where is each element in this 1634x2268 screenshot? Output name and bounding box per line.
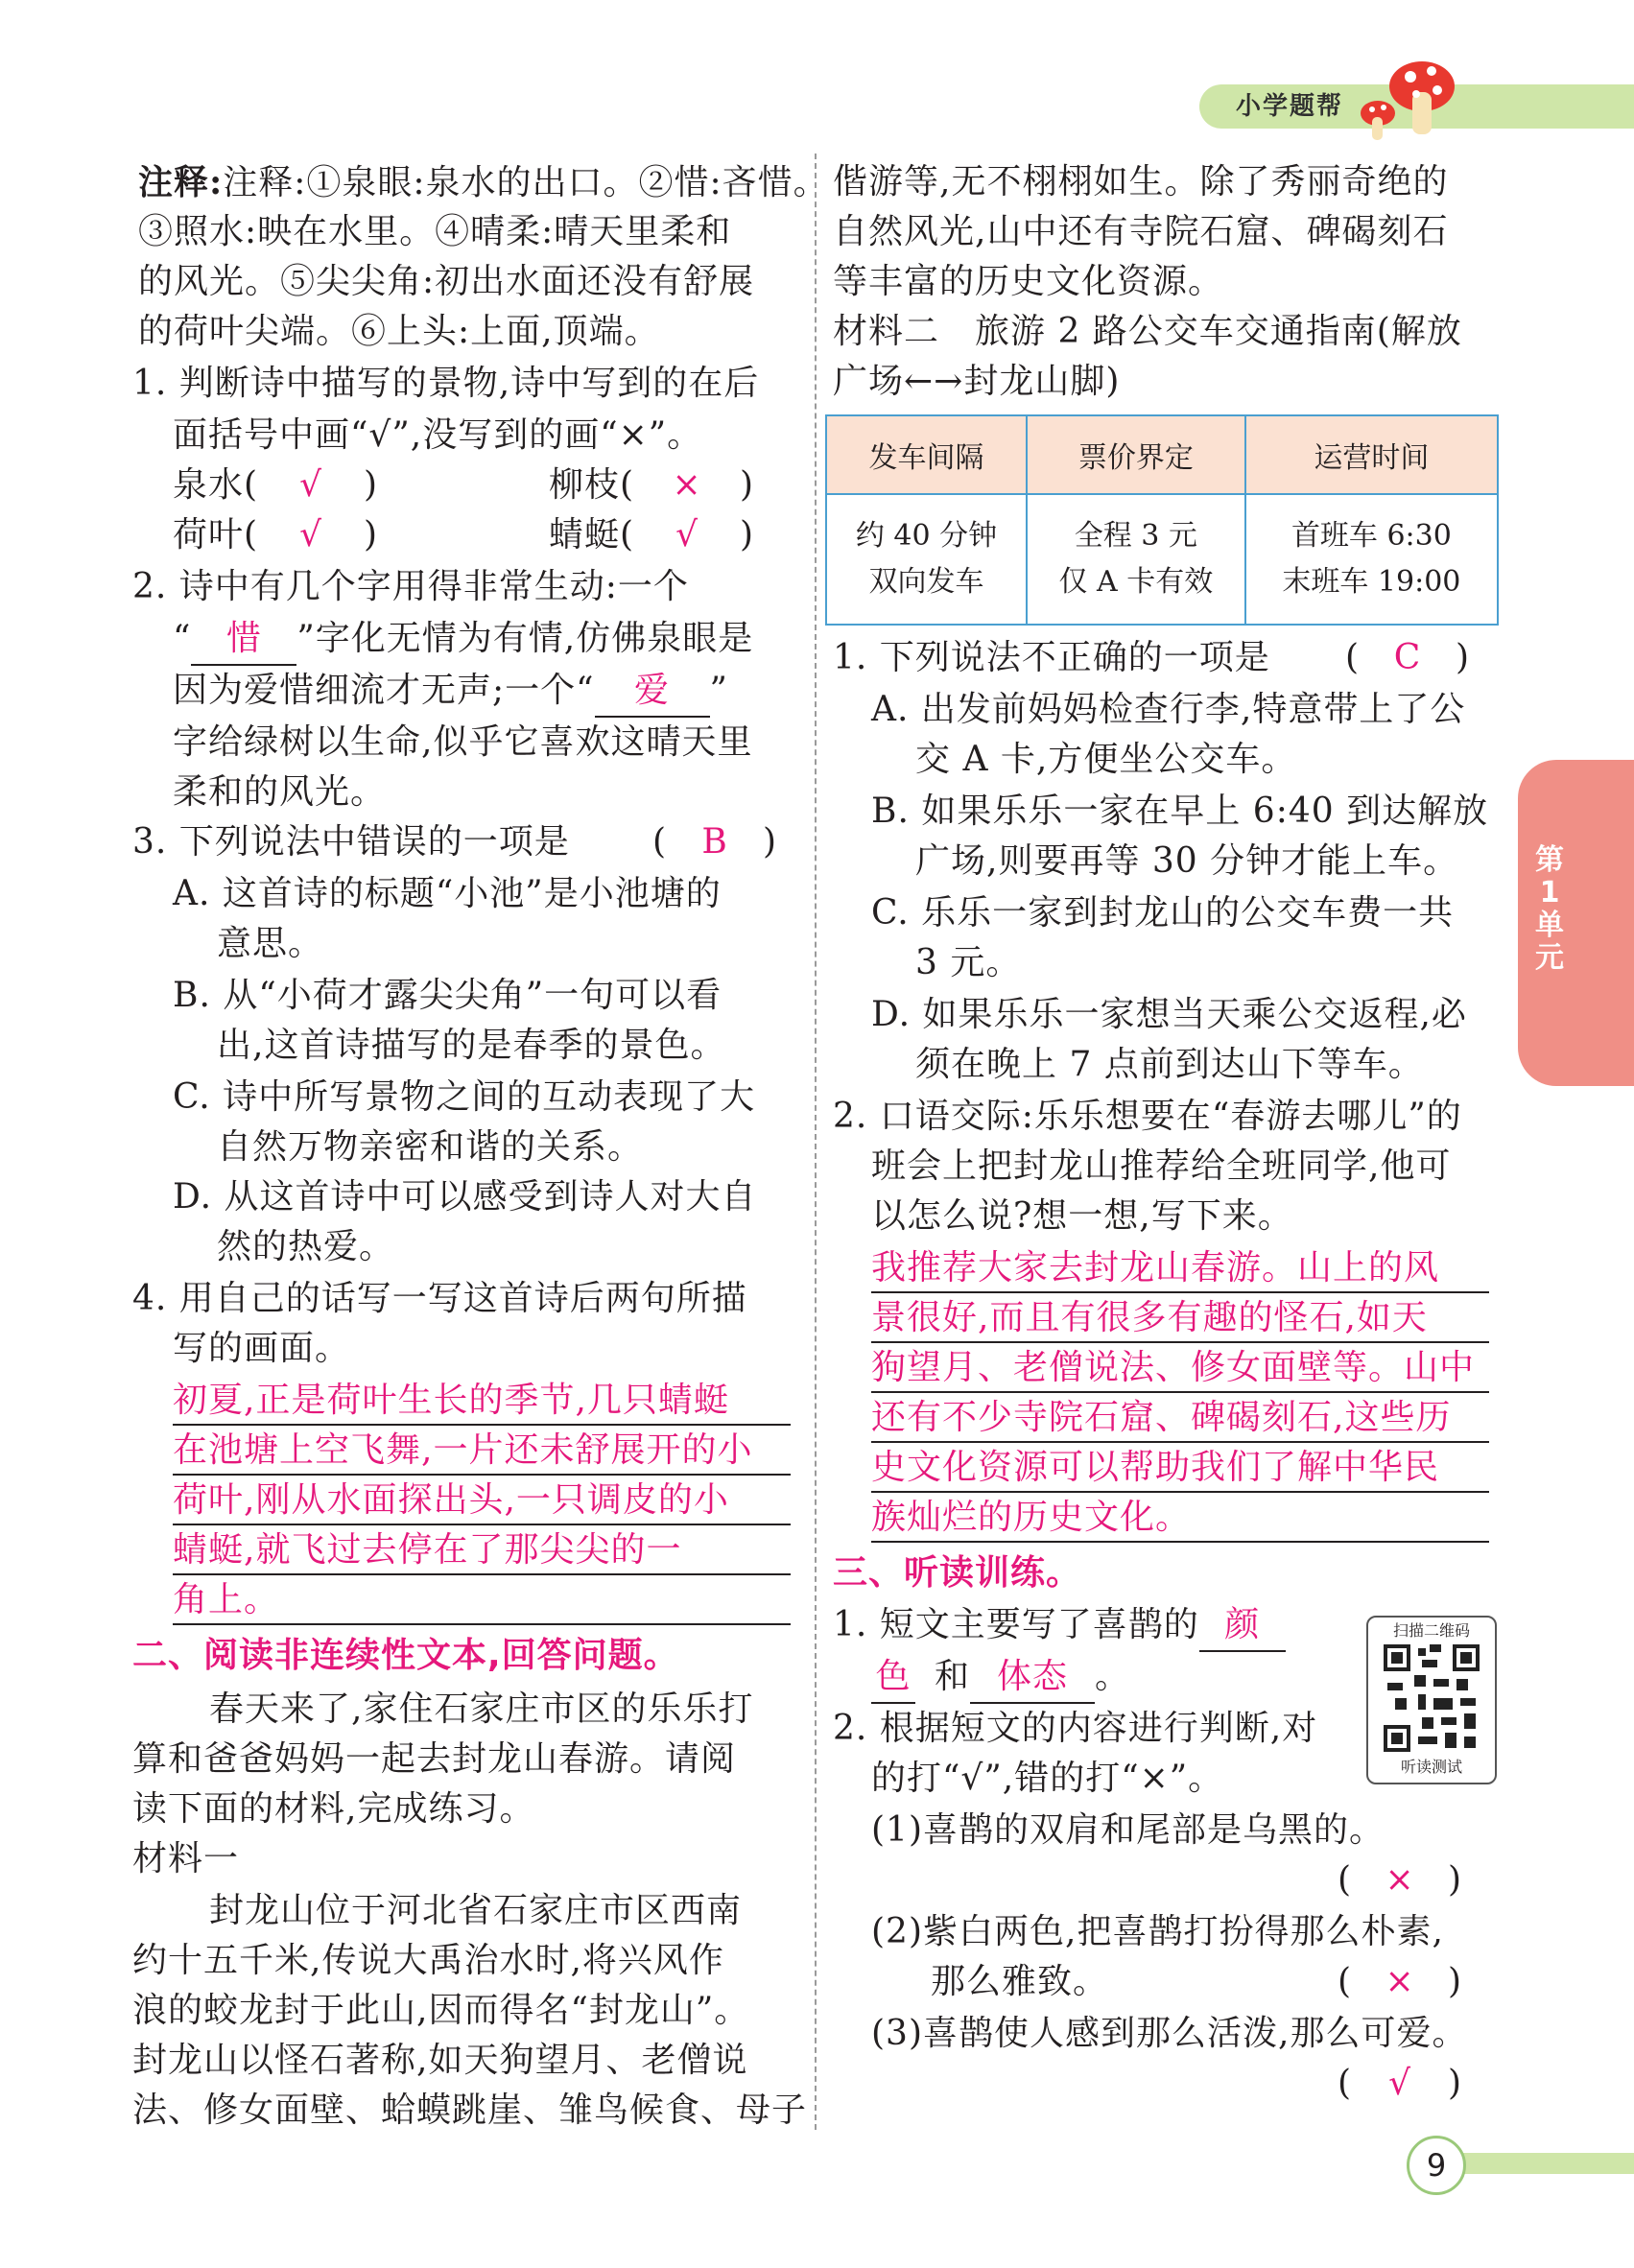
q2-line: 柔和的风光。 bbox=[173, 772, 387, 812]
r-q2-answer-line: 史文化资源可以帮助我们了解中华民 bbox=[871, 1448, 1440, 1487]
note-text: 注释:①泉眼:泉水的出口。②惜:吝惜。 bbox=[223, 163, 829, 202]
answer-rule bbox=[871, 1541, 1489, 1543]
r-q1-answer-bracket: ( C ) bbox=[1345, 633, 1470, 683]
qr-top-label: 扫描二维码 bbox=[1392, 1621, 1470, 1640]
mushroom-icon bbox=[1343, 50, 1468, 146]
material-1-line: 封龙山位于河北省石家庄市区西南 bbox=[209, 1891, 743, 1930]
r-q1-option: 须在晚上 7 点前到达山下等车。 bbox=[915, 1045, 1424, 1084]
s3-q2-answer-bracket: ( × ) bbox=[1338, 1957, 1462, 2007]
table-header-row bbox=[826, 415, 1498, 494]
s3-q2-item: (1)喜鹊的双肩和尾部是乌黑的。 bbox=[871, 1810, 1385, 1850]
q1-item-label: 荷叶( bbox=[173, 515, 259, 555]
q1-answer: √ bbox=[299, 465, 323, 505]
q1-item bbox=[549, 510, 754, 560]
table-cell-line: 约 40 分钟 bbox=[855, 519, 998, 553]
q4-answer-line: 初夏,正是荷叶生长的季节,几只蜻蜓 bbox=[173, 1381, 729, 1420]
footer-band bbox=[1462, 2153, 1634, 2174]
r-q2-answer-line: 还有不少寺院石窟、碑碣刻石,这些历 bbox=[871, 1398, 1452, 1437]
s3-q1-blank-2: 体态 bbox=[970, 1652, 1095, 1704]
q1-answer: √ bbox=[299, 515, 323, 555]
q1-item-label: 柳枝( bbox=[549, 465, 635, 505]
q1-item-label: 泉水( bbox=[173, 465, 259, 505]
table-cell bbox=[826, 494, 1027, 625]
q2-line: 2. 诗中有几个字用得非常生动:一个 bbox=[132, 567, 689, 606]
s3-q1-line bbox=[833, 1600, 1286, 1652]
r-q2-answer-line: 我推荐大家去封龙山春游。山上的风 bbox=[871, 1248, 1440, 1288]
material-1-line: 封龙山以怪石著称,如天狗望月、老僧说 bbox=[132, 2041, 748, 2080]
material-2-line: 材料二 旅游 2 路公交车交通指南(解放 bbox=[833, 312, 1462, 351]
s3-q2-answer: × bbox=[1385, 1860, 1415, 1900]
bus-guide-table bbox=[825, 414, 1499, 626]
q2-text: ” bbox=[709, 671, 728, 710]
q1-item bbox=[173, 461, 378, 510]
note-line: 的荷叶尖端。⑥上头:上面,顶端。 bbox=[138, 312, 660, 351]
s3-q2-item: (3)喜鹊使人感到那么活泼,那么可爱。 bbox=[871, 2014, 1468, 2053]
q2-text: 因为爱惜细流才无声;一个“ bbox=[173, 671, 595, 710]
r-q1-option: 交 A 卡,方便坐公交车。 bbox=[915, 740, 1297, 779]
q1-stem: 1. 判断诗中描写的景物,诗中写到的在后 bbox=[132, 364, 760, 403]
q3-option: 出,这首诗描写的是春季的景色。 bbox=[217, 1026, 726, 1065]
material-1-line: 偕游等,无不栩栩如生。除了秀丽奇绝的 bbox=[833, 162, 1449, 201]
note-line: ③照水:映在水里。④晴柔:晴天里柔和 bbox=[138, 212, 732, 251]
section-2-intro: 春天来了,家住石家庄市区的乐乐打 bbox=[209, 1689, 754, 1729]
r-q2-answer-line: 族灿烂的历史文化。 bbox=[871, 1498, 1192, 1537]
material-1-label: 材料一 bbox=[132, 1839, 240, 1878]
q1-item-close: ) bbox=[740, 515, 755, 555]
header-title: 小学题帮 bbox=[1236, 92, 1344, 121]
q1-item-close: ) bbox=[364, 465, 379, 505]
r-q1-answer: C bbox=[1393, 638, 1422, 677]
table-cell-line: 双向发车 bbox=[868, 565, 984, 599]
material-1-line: 约十五千米,传说大禹治水时,将兴风作 bbox=[132, 1941, 724, 1980]
q3-stem: 3. 下列说法中错误的一项是 bbox=[132, 822, 570, 862]
q2-text: “ bbox=[173, 619, 192, 658]
table-cell-line: 首班车 6:30 bbox=[1291, 519, 1452, 553]
section-2-intro: 读下面的材料,完成练习。 bbox=[132, 1789, 535, 1829]
table-cell-line: 仅 A 卡有效 bbox=[1058, 565, 1214, 599]
s3-q1-blank-1a: 颜 bbox=[1199, 1600, 1286, 1652]
q4-stem: 写的画面。 bbox=[173, 1329, 351, 1368]
r-q1-option: C. 乐乐一家到封龙山的公交车费一共 bbox=[871, 893, 1455, 933]
section-3-title: 三、听读训练。 bbox=[833, 1553, 1082, 1593]
q2-line: 字给绿树以生命,似乎它喜欢这晴天里 bbox=[173, 722, 753, 762]
q3-option: C. 诗中所写景物之间的互动表现了大 bbox=[173, 1077, 756, 1117]
table-cell-line: 末班车 19:00 bbox=[1282, 565, 1461, 599]
table-header-cell: 发车间隔 bbox=[826, 415, 1027, 494]
q2-blank-2: 爱 bbox=[595, 666, 710, 718]
q3-option: A. 这首诗的标题“小池”是小池塘的 bbox=[173, 874, 722, 913]
s3-q2-answer: × bbox=[1385, 1962, 1415, 2001]
q1-answer: √ bbox=[675, 515, 699, 555]
material-1-line: 等丰富的历史文化资源。 bbox=[833, 262, 1224, 301]
q4-answer-line: 蜻蜓,就飞过去停在了那尖尖的一 bbox=[173, 1530, 682, 1570]
s3-q2-stem: 的打“√”,错的打“×”。 bbox=[871, 1759, 1224, 1798]
q1-stem: 面括号中画“√”,没写到的画“×”。 bbox=[173, 415, 703, 455]
q1-item bbox=[173, 510, 378, 560]
s3-q2-answer-bracket: ( √ ) bbox=[1338, 2059, 1462, 2109]
page-number: 9 bbox=[1407, 2136, 1466, 2195]
q4-answer-line: 在池塘上空飞舞,一片还未舒展开的小 bbox=[173, 1430, 753, 1470]
q1-answer: × bbox=[672, 465, 702, 505]
q2-blank-1: 惜 bbox=[191, 614, 296, 666]
r-q2-stem: 2. 口语交际:乐乐想要在“春游去哪儿”的 bbox=[833, 1097, 1462, 1136]
q1-item-close: ) bbox=[740, 465, 755, 505]
table-header-cell: 运营时间 bbox=[1245, 415, 1498, 494]
column-divider bbox=[815, 154, 817, 2130]
r-q2-stem: 以怎么说?想一想,写下来。 bbox=[871, 1196, 1293, 1236]
q3-option: D. 从这首诗中可以感受到诗人对大自 bbox=[173, 1177, 757, 1217]
s3-q2-answer: √ bbox=[1388, 2064, 1412, 2103]
r-q2-stem: 班会上把封龙山推荐给全班同学,他可 bbox=[871, 1146, 1452, 1186]
q4-answer-line: 荷叶,刚从水面探出头,一只调皮的小 bbox=[173, 1480, 729, 1520]
answer-rule bbox=[173, 1623, 791, 1625]
material-1-line: 自然风光,山中还有寺院石窟、碑碣刻石 bbox=[833, 212, 1449, 251]
r-q1-option: D. 如果乐乐一家想当天乘公交返程,必 bbox=[871, 995, 1467, 1034]
section-2-intro: 算和爸爸妈妈一起去封龙山春游。请阅 bbox=[132, 1739, 737, 1779]
r-q2-answer-line: 景很好,而且有很多有趣的怪石,如天 bbox=[871, 1298, 1428, 1337]
s3-q1-text: 和 bbox=[935, 1657, 971, 1696]
s3-q2-stem: 2. 根据短文的内容进行判断,对 bbox=[833, 1709, 1318, 1748]
r-q1-option: 3 元。 bbox=[915, 943, 1022, 982]
section-2-title: 二、阅读非连续性文本,回答问题。 bbox=[132, 1636, 679, 1675]
s3-q2-item: 那么雅致。 bbox=[931, 1962, 1109, 2001]
material-1-line: 法、修女面壁、蛤蟆跳崖、雏鸟候食、母子 bbox=[132, 2091, 808, 2130]
q1-item-close: ) bbox=[364, 515, 379, 555]
q2-line bbox=[173, 614, 753, 666]
qr-card[interactable] bbox=[1366, 1616, 1497, 1784]
r-q1-stem: 1. 下列说法不正确的一项是 bbox=[833, 638, 1270, 677]
q1-item bbox=[549, 461, 754, 510]
q3-answer-bracket: ( B ) bbox=[652, 817, 777, 867]
q3-option: 意思。 bbox=[217, 924, 324, 963]
qr-code-icon bbox=[1384, 1644, 1480, 1752]
qr-bottom-label: 听读测试 bbox=[1400, 1758, 1462, 1776]
table-row bbox=[826, 494, 1498, 625]
q2-text: ”字化无情为有情,仿佛泉眼是 bbox=[296, 619, 754, 658]
table-cell bbox=[1027, 494, 1245, 625]
unit-side-tab-label: 第1单元 bbox=[1535, 843, 1564, 975]
r-q1-option: B. 如果乐乐一家在早上 6:40 到达解放 bbox=[871, 791, 1489, 831]
material-2-line: 广场←→封龙山脚) bbox=[833, 362, 1121, 401]
note-line: 注释:注释:①泉眼:泉水的出口。②惜:吝惜。 bbox=[138, 162, 829, 202]
q3-option: B. 从“小荷才露尖尖角”一句可以看 bbox=[173, 976, 722, 1015]
table-cell-line: 全程 3 元 bbox=[1074, 519, 1197, 553]
r-q2-answer-line: 狗望月、老僧说法、修女面壁等。山中 bbox=[871, 1348, 1476, 1387]
r-q1-option: A. 出发前妈妈检查行李,特意带上了公 bbox=[871, 690, 1466, 729]
q3-option: 自然万物亲密和谐的关系。 bbox=[217, 1127, 644, 1167]
material-1-line: 浪的蛟龙封于此山,因而得名“封龙山”。 bbox=[132, 1991, 750, 2030]
q1-item-label: 蜻蜓( bbox=[549, 515, 635, 555]
q2-line bbox=[173, 666, 728, 718]
s3-q1-text: 1. 短文主要写了喜鹊的 bbox=[833, 1605, 1199, 1644]
s3-q1-blank-1b: 色 bbox=[871, 1652, 915, 1704]
r-q1-option: 广场,则要再等 30 分钟才能上车。 bbox=[915, 841, 1459, 881]
table-header-cell: 票价界定 bbox=[1027, 415, 1245, 494]
s3-q2-answer-bracket: ( × ) bbox=[1338, 1855, 1462, 1905]
q3-answer: B bbox=[701, 822, 728, 862]
q4-answer-line: 角上。 bbox=[173, 1580, 280, 1619]
s3-q1-line bbox=[871, 1652, 1130, 1704]
note-line: 的风光。⑤尖尖角:初出水面还没有舒展 bbox=[138, 262, 755, 301]
s3-q2-item: (2)紫白两色,把喜鹊打扮得那么朴素, bbox=[871, 1912, 1444, 1951]
table-cell bbox=[1245, 494, 1498, 625]
q4-stem: 4. 用自己的话写一写这首诗后两句所描 bbox=[132, 1279, 747, 1318]
s3-q1-text: 。 bbox=[1095, 1657, 1131, 1696]
q3-option: 然的热爱。 bbox=[217, 1227, 395, 1266]
